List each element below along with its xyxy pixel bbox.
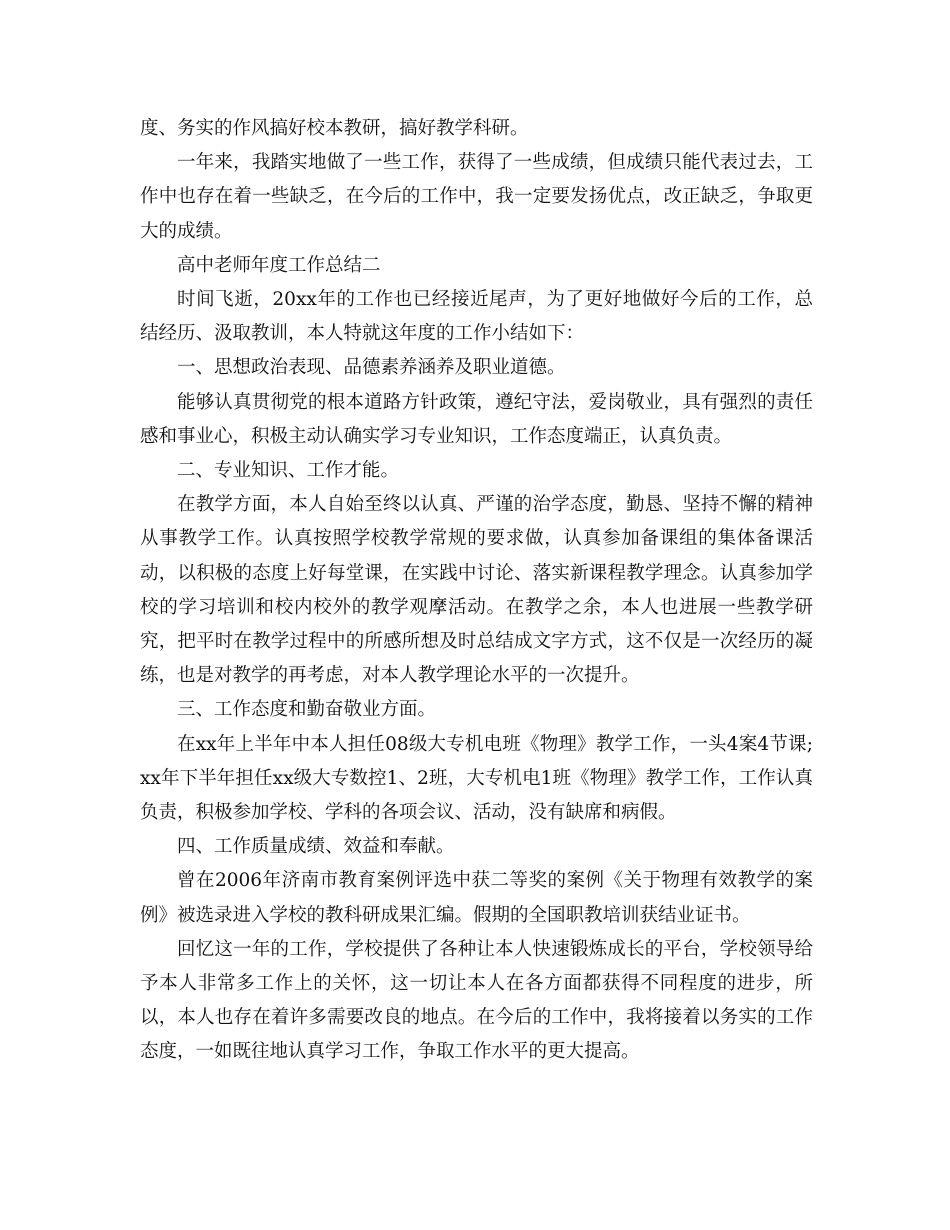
heading-politics-ethics: 一、思想政治表现、品德素养涵养及职业道德。 [177,357,566,379]
section-title: 高中老师年度工作总结二 [177,254,381,276]
heading-achievements: 四、工作质量成绩、效益和奉献。 [177,836,455,858]
heading-work-attitude: 三、工作态度和勤奋敬业方面。 [177,699,437,721]
paragraph-work-attitude: 在xx年上半年中本人担任08级大专机电班《物理》教学工作，一头4案4节课;xx年下半年担任xx级大专数控1、2班，大专机电1班《物理》教学工作，工作认真负责，积极参加学校、学科的各项会议、活动，没有缺席和病假。 [140,733,813,824]
paragraph-continuation: 度、务实的作风搞好校本教研，搞好教学科研。 [140,118,529,139]
paragraph-politics-ethics: 能够认真贯彻党的根本道路方针政策，遵纪守法，爱岗敬业，具有强烈的责任感和事业心，积极主动认确实学习专业知识，工作态度端正，认真负责。 [140,391,813,447]
heading-professional-skills: 二、专业知识、工作才能。 [177,460,400,482]
paragraph-conclusion: 回忆这一年的工作，学校提供了各种让本人快速锻炼成长的平台，学校领导给予本人非常多工作上的关怀，这一切让本人在各方面都获得不同程度的进步，所以，本人也存在着许多需要改良的地点。在今后的工作中，我将接着以务实的工作态度，一如既往地认真学习工作，争取工作水平的更大提高。 [140,938,813,1063]
paragraph-summary-reflection: 一年来，我踏实地做了一些工作，获得了一些成绩，但成绩只能代表过去，工作中也存在着一些缺乏，在今后的工作中，我一定要发扬优点，改正缺乏，争取更大的成绩。 [140,152,813,242]
paragraph-intro: 时间飞逝，20xx年的工作也已经接近尾声，为了更好地做好今后的工作，总结经历、汲取教训，本人特就这年度的工作小结如下： [140,289,813,345]
paragraph-teaching: 在教学方面，本人自始至终以认真、严谨的治学态度，勤恳、坚持不懈的精神从事教学工作。认真按照学校教学常规的要求做，认真参加备课组的集体备课活动，以积极的态度上好每堂课，在实践中讨论、落实新课程教学理念。认真参加学校的学习培训和校内校外的教学观摩活动。在教学之余，本人也进展一些教学研究，把平时在教学过程中的所感所想及时总结成文字方式，这不仅是一次经历的凝练，也是对教学的再考虑，对本人教学理论水平的一次提升。 [140,494,813,687]
document-body [140,112,813,1070]
paragraph-achievements: 曾在2006年济南市教育案例评选中获二等奖的案例《关于物理有效教学的案例》被选录进入学校的教科研成果汇编。假期的全国职教培训获结业证书。 [140,870,813,926]
